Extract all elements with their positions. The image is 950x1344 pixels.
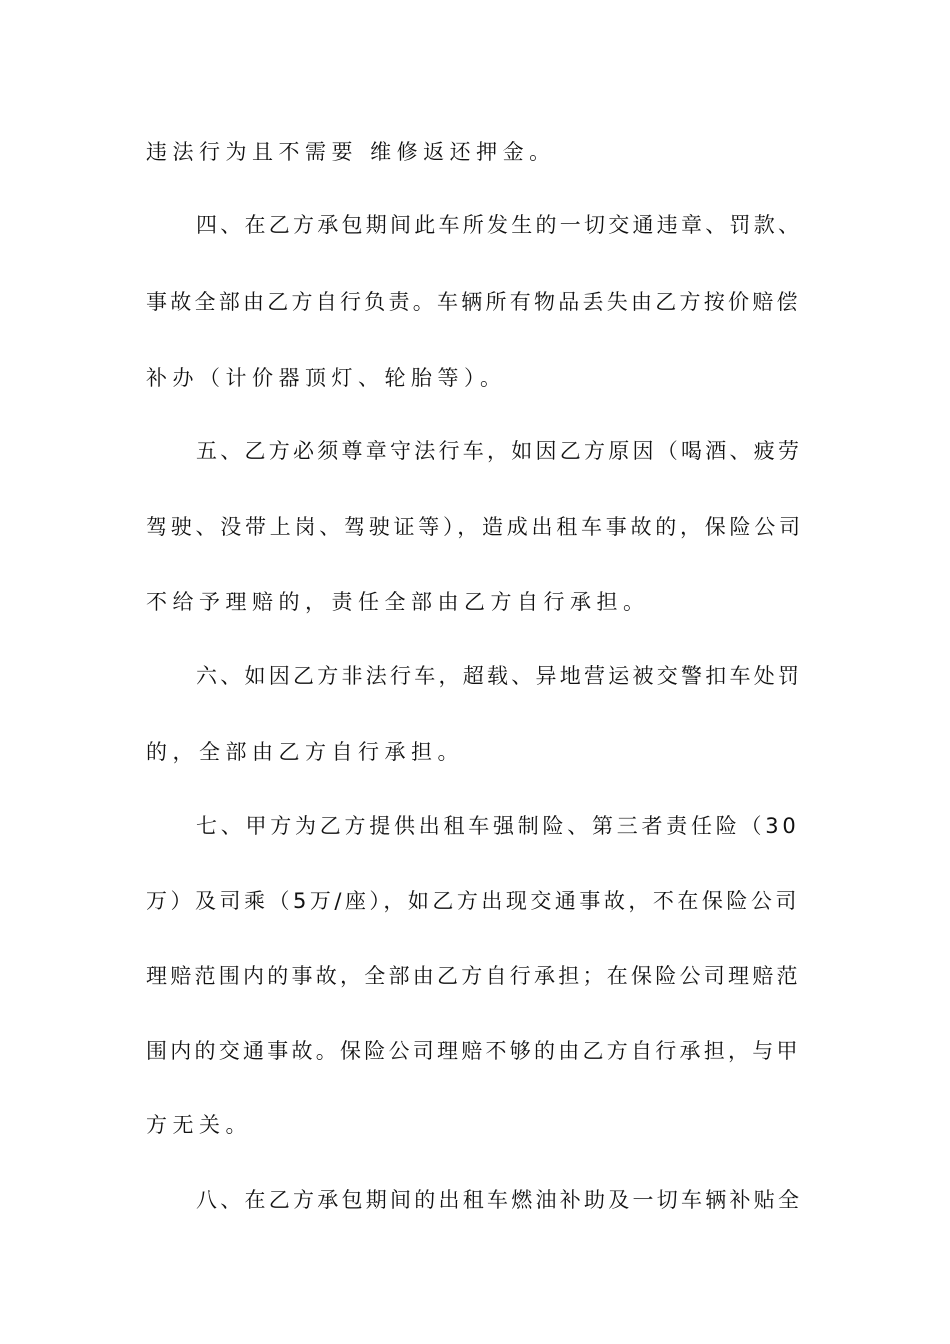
text-line: 六、如因乙方非法行车，超载、异地营运被交警扣车处罚 — [196, 664, 803, 688]
text-line: 八、在乙方承包期间的出租车燃油补助及一切车辆补贴全 — [196, 1188, 803, 1212]
text-line: 不给予理赔的，责任全部由乙方自行承担。 — [146, 590, 650, 614]
text-line: 补办（计价器顶灯、轮胎等）。 — [146, 366, 507, 390]
text-line: 驾驶、没带上岗、驾驶证等），造成出租车事故的，保险公司 — [146, 515, 804, 539]
text-line: 四、在乙方承包期间此车所发生的一切交通违章、罚款、 — [196, 213, 803, 237]
text-line: 方无关。 — [146, 1113, 252, 1137]
text-line: 违法行为且不需要 维修返还押金。 — [146, 140, 556, 164]
text-line: 围内的交通事故。保险公司理赔不够的由乙方自行承担，与甲 — [146, 1039, 801, 1063]
text-line: 理赔范围内的事故，全部由乙方自行承担；在保险公司理赔范 — [146, 964, 801, 988]
text-line: 五、乙方必须尊章守法行车，如因乙方原因（喝酒、疲劳 — [196, 439, 803, 463]
text-line: 事故全部由乙方自行负责。车辆所有物品丢失由乙方按价赔偿 — [146, 290, 801, 314]
text-line: 万）及司乘（5万/座），如乙方出现交通事故，不在保险公司 — [146, 889, 800, 913]
text-line: 的，全部由乙方自行承担。 — [146, 740, 464, 764]
text-line: 七、甲方为乙方提供出租车强制险、第三者责任险（30 — [196, 814, 800, 838]
